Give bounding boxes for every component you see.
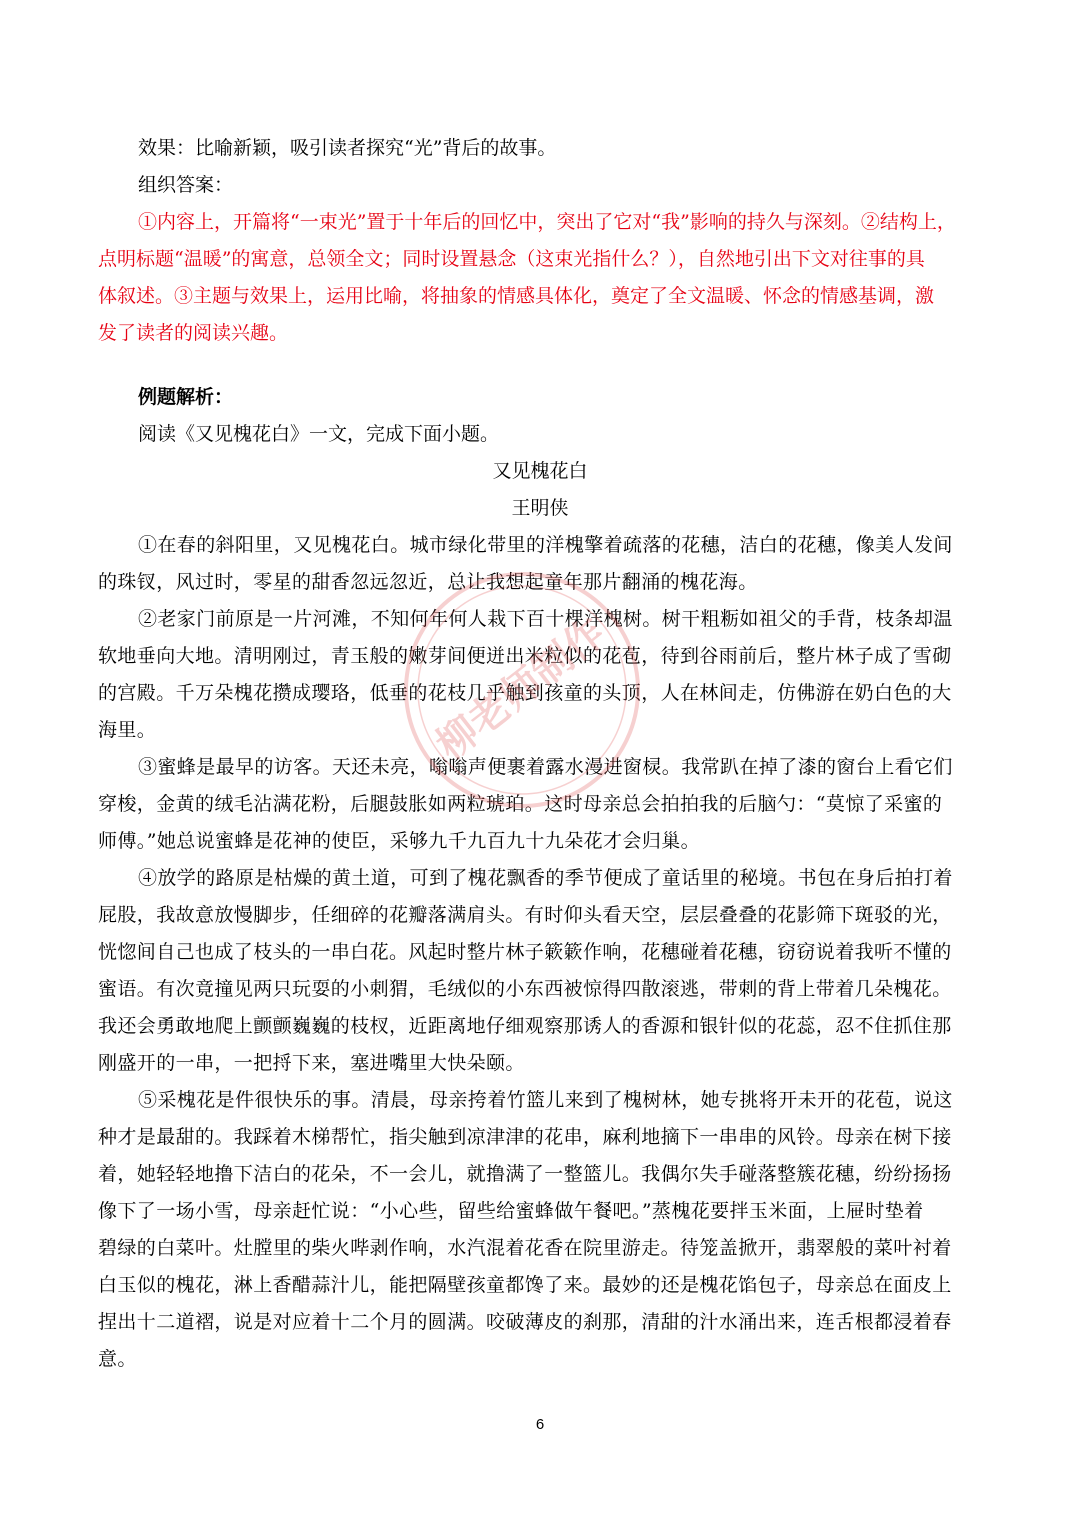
answer-line: 体叙述。③主题与效果上，运用比喻，将抽象的情感具体化，奠定了全文温暖、怀念的情感基调，激 [98,285,935,307]
body-line: 的珠钗，风过时，零星的甜香忽远忽近，总让我想起童年那片翻涌的槐花海。 [98,571,758,593]
example-heading: 例题解析： [138,386,234,408]
answer-line: 点明标题“温暖”的寓意，总领全文；同时设置悬念（这束光指什么？），自然地引出下文对往事的具 [98,248,925,270]
body-line: 师傅。”她总说蜜蜂是花神的使臣，采够九千九百九十九朵花才会归巢。 [98,830,701,852]
body-line: 刚盛开的一串，一把捋下来，塞进嘴里大快朵颐。 [98,1052,525,1074]
answer-line: 发了读者的阅读兴趣。 [98,322,289,344]
page-number: 6 [535,1416,545,1433]
body-line: 屁股，我故意放慢脚步，任细碎的花瓣落满肩头。有时仰头看天空，层层叠叠的花影筛下斑驳的光， [98,904,952,926]
body-line: 捏出十二道褶，说是对应着十二个月的圆满。咬破薄皮的刹那，清甜的汁水涌出来，连舌根都浸着春 [98,1311,952,1333]
body-line: 我还会勇敢地爬上颤颤巍巍的枝杈，近距离地仔细观察那诱人的香源和银针似的花蕊，忍不住抓住那 [98,1015,952,1037]
body-line: 软地垂向大地。清明刚过，青玉般的嫩芽间便迸出米粒似的花苞，待到谷雨前后，整片林子成了雪砌 [98,645,952,667]
article-author: 王明侠 [511,497,569,519]
body-line: ②老家门前原是一片河滩，不知何年何人栽下百十棵洋槐树。树干粗粝如祖父的手背，枝条却温 [138,608,953,630]
body-line: 蜜语。有次竟撞见两只玩耍的小刺猬，毛绒似的小东西被惊得四散滚逃，带刺的背上带着几朵槐花。 [98,978,952,1000]
body-line: 种才是最甜的。我踩着木梯帮忙，指尖触到凉津津的花串，麻利地摘下一串串的风铃。母亲在树下接 [98,1126,952,1148]
body-line: 意。 [98,1348,137,1370]
body-line: 穿梭，金黄的绒毛沾满花粉，后腿鼓胀如两粒琥珀。这时母亲总会拍拍我的后脑勺：“莫惊了采蜜的 [98,793,943,815]
body-line: ④放学的路原是枯燥的黄土道，可到了槐花飘香的季节便成了童话里的秘境。书包在身后拍打着 [138,867,953,889]
body-line: ⑤采槐花是件很快乐的事。清晨，母亲挎着竹篮儿来到了槐树林，她专挑将开未开的花苞，说这 [138,1089,953,1111]
body-line: 碧绿的白菜叶。灶膛里的柴火哔剥作响，水汽混着花香在院里游走。待笼盖掀开，翡翠般的菜叶衬着 [98,1237,952,1259]
article-title: 又见槐花白 [492,460,588,482]
reading-instruction: 阅读《又见槐花白》一文，完成下面小题。 [138,423,500,445]
body-line: 白玉似的槐花，淋上香醋蒜汁儿，能把隔壁孩童都馋了来。最妙的还是槐花馅包子，母亲总在面皮上 [98,1274,952,1296]
body-line: 像下了一场小雪，母亲赶忙说：“小心些，留些给蜜蜂做午餐吧。”蒸槐花要拌玉米面，上屉时垫着 [98,1200,924,1222]
body-line: 的宫殿。千万朵槐花攒成璎珞，低垂的花枝几乎触到孩童的头顶，人在林间走，仿佛游在奶白色的大 [98,682,952,704]
body-line: 着，她轻轻地撸下洁白的花朵，不一会儿，就撸满了一整篮儿。我偶尔失手碰落整簇花穗，纷纷扬扬 [98,1163,952,1185]
stamp-text: 柳老师制作 [428,609,615,769]
answer-line: ①内容上，开篇将“一束光”置于十年后的回忆中，突出了它对“我”影响的持久与深刻。②结构上， [138,211,956,233]
organize-label: 组织答案： [138,174,234,196]
body-line: 恍惚间自己也成了枝头的一串白花。风起时整片林子簌簌作响，花穗碰着花穗，窃窃说着我听不懂的 [98,941,952,963]
body-line: 海里。 [98,719,157,741]
body-line: ①在春的斜阳里，又见槐花白。城市绿化带里的洋槐擎着疏落的花穗，洁白的花穗，像美人发间 [138,534,953,556]
effect-line: 效果：比喻新颖，吸引读者探究“光”背后的故事。 [138,137,557,159]
body-line: ③蜜蜂是最早的访客。天还未亮，嗡嗡声便裹着露水漫进窗棂。我常趴在掉了漆的窗台上看它们 [138,756,953,778]
